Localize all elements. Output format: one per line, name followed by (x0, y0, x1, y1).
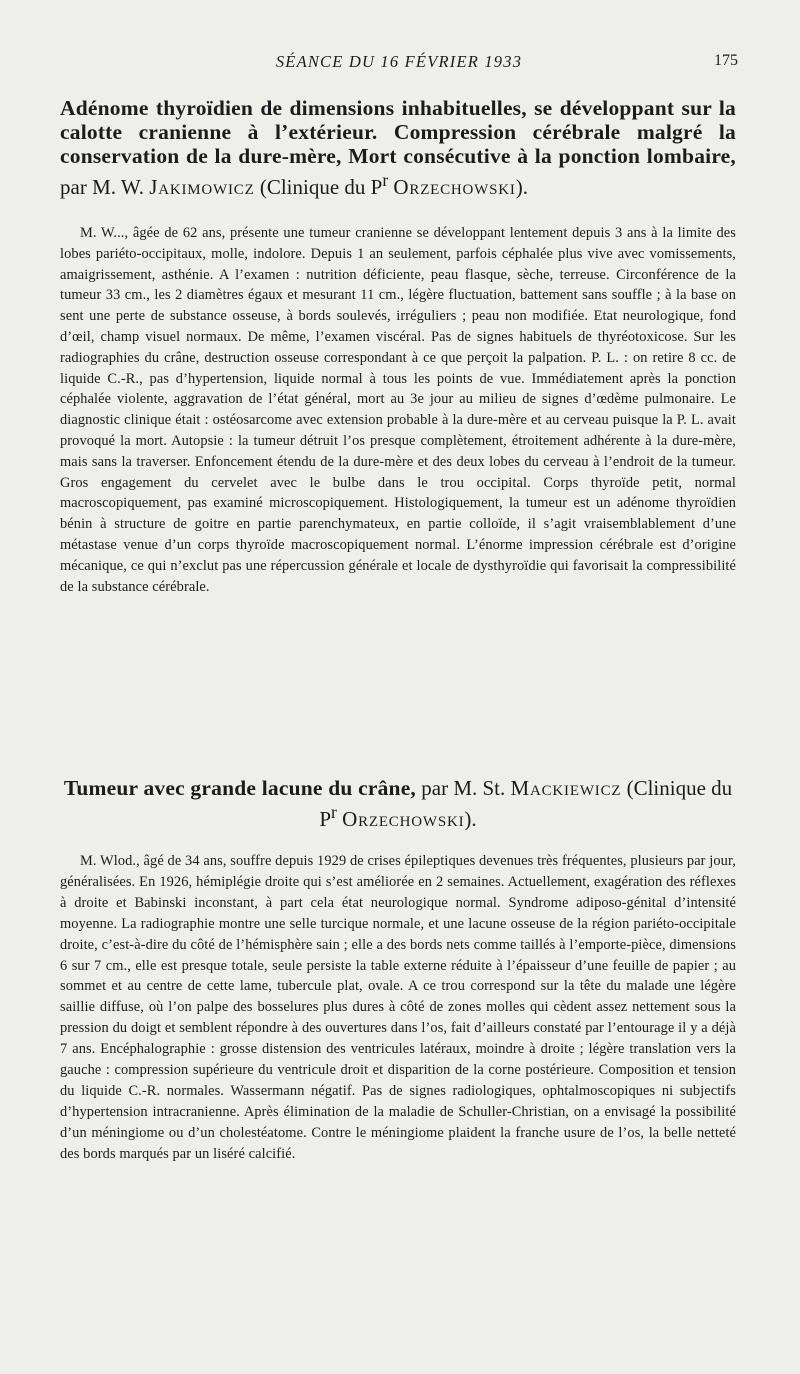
by-line: par M. St. (416, 776, 511, 800)
author-name: Mackiewicz (510, 776, 622, 800)
page-number: 175 (714, 52, 738, 69)
affiliation-name: Orzechowski (342, 807, 465, 831)
article-tumeur-lacune-crane (60, 776, 736, 1165)
article-body: M. Wlod., âgé de 34 ans, souffre depuis 1929 de crises épileptiques devenues très fréquentes, plusieurs par jour, généralisées. En 1926, hémiplégie droite qui s’est améliorée en 2 semaines. Actuellement, exagération des réflexes à droite et Babinski inconstant, à part cela état neurologique normal. Syndrome adiposo-génital d’intensité moyenne. La radiographie montre une selle turcique normale, et une lacune osseuse de la région pariéto-occipitale droite, c’est-à-dire du côté de l’hémisphère sain ; elle a des bords nets comme taillés à l’emporte-pièce, dimensions 6 sur 7 cm., elle est presque totale, seule persiste la table externe réduite à l’épaisseur d’une feuille de papier ; au sommet et au centre de cette lame, tubercule plat, ovale. A ce trou correspond sur la tête du malade une légère saillie diffuse, où l’on palpe des bosselures plus dures à côté de zones molles qui cèdent assez nettement sous la pression du doigt et semblent répondre à des ouvertures dans l’os, fait d’ailleurs constaté par l’entourage il y a déjà 7 ans. Encéphalographie : grosse distension des ventricules latéraux, moindre à droite ; légère translation vers la gauche : compression supérieure du ventricule droit et disparition de la corne postérieure. Composition et tension du liquide C.-R. normales. Wassermann négatif. Pas de signes radiologiques, ophtalmoscopiques ni subjectifs d’hypertension intracranienne. Après élimination de la maladie de Schuller-Christian, on a envisagé la possibilité d’un méningiome ou d’un cholestéatome. Contre le méningiome plaident la franche usure de l’os, la belle netteté des bords marqués par un liséré calcifié. (60, 853, 736, 1162)
affiliation-name: Orzechowski (393, 175, 516, 199)
running-title: SÉANCE DU 16 FÉVRIER 1933 (275, 52, 523, 71)
affiliation-superscript: r (331, 802, 337, 822)
affiliation-prefix: (Clinique du P (319, 776, 733, 831)
by-line: par M. W. (60, 175, 150, 199)
affiliation-superscript: r (382, 170, 389, 190)
title-main: Adénome thyroïdien de dimensions inhabituelles, se développant sur la calotte cranienne à l’extérieur. Compression cérébrale malgré la conservation de la dure-mère, Mort consécutive à la ponction lombaire, (60, 96, 736, 168)
title-main: Tumeur avec grande lacune du crâne, (63, 776, 417, 800)
page-header (60, 52, 738, 76)
article-title (60, 96, 736, 199)
affiliation-suffix: ). (515, 175, 528, 199)
article-body: M. W..., âgée de 62 ans, présente une tumeur cranienne se développant lentement depuis 3 ans à la limite des lobes pariéto-occipitaux, molle, indolore. Depuis 1 an seulement, parfois céphalée plus vive avec vomissements, amaigrissement, asthénie. A l’examen : nutrition déficiente, peau flasque, sèche, terreuse. Circonférence de la tumeur 33 cm., les 2 diamètres égaux et mesurant 11 cm., légère fluctuation, battement sans souffle ; à la base on sent une perte de substance osseuse, à bords soulevés, irréguliers ; peau non modifiée. Etat neurologique, fond d’œil, champ visuel normaux. De même, l’examen viscéral. Pas de signes habituels de thyréotoxicose. Sur les radiographies du crâne, destruction osseuse correspondant à ce que perçoit la palpation. P. L. : on retire 8 cc. de liquide C.-R., pas d’hypertension, liquide normal à tous les points de vue. Immédiatement après la ponction céphalée violente, aggravation de l’état général, mort au 3e jour au milieu de signes d’œdème pulmonaire. Le diagnostic clinique était : ostéosarcome avec extension probable à la dure-mère et au cerveau puisque la P. L. avait provoqué la mort. Autopsie : la tumeur détruit l’os presque complètement, étroitement adhérente à la dure-mère, mais sans la traverser. Enfoncement étendu de la dure-mère et des deux lobes du cerveau à l’endroit de la tumeur. Gros engagement du cervelet avec le bulbe dans le trou occipital. Corps thyroïde petit, normal macroscopiquement, pas examiné microscopiquement. Histologiquement, la tumeur est un adénome thyroïdien bénin à structure de goitre en partie parenchymateux, en partie colloïde, il s’agit vraisemblablement d’une métastase venue d’un corps thyroïde macroscopiquement normal. L’énorme impression cérébrale est d’origine mécanique, ce qui n’exclut pas une répercussion générale et locale de dysthyroïdie qui favorisait la compressibilité de la substance cérébrale. (60, 225, 736, 595)
affiliation-suffix: ). (464, 807, 477, 831)
affiliation-prefix: (Clinique du P (254, 175, 383, 199)
article-title (60, 776, 736, 831)
author-name: Jakimowicz (149, 175, 255, 199)
article-adenome-thyroidien (60, 96, 736, 597)
